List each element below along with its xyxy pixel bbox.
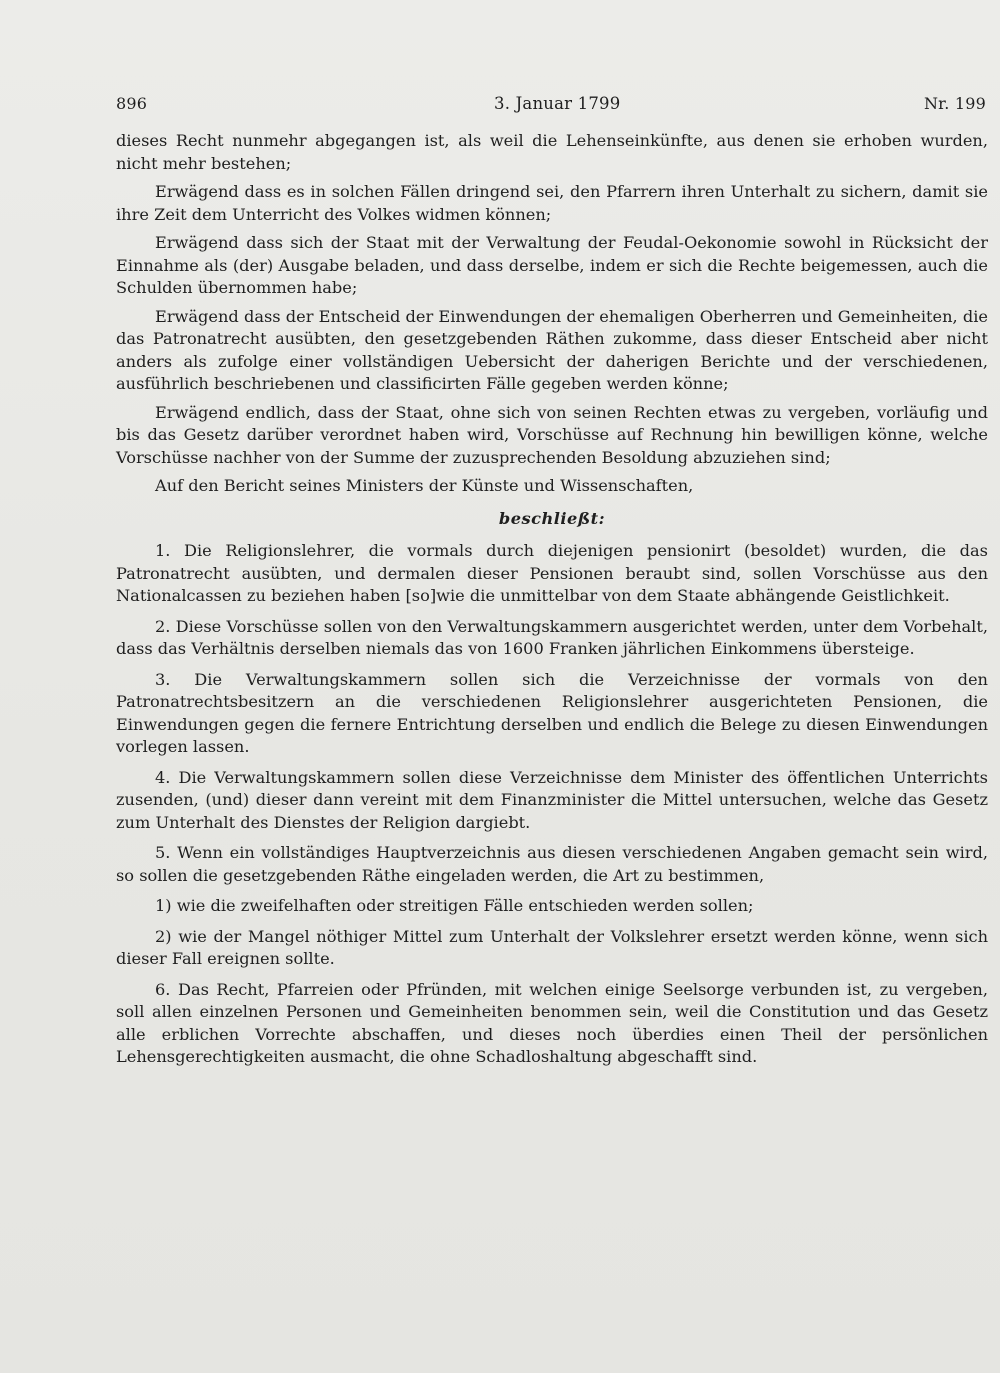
paragraph-considering-3: Erwägend dass der Entscheid der Einwendungen der ehemaligen Oberherren und Gemeinheiten, die das Patronatrecht ausübten, den gesetzgebenden Räthen zukomme, dass dieser Entscheid aber nicht anders als zufolge einer vollständigen Uebersicht der daherigen Berichte und der verschiedenen, ausführlich beschriebenen und classificirten Fälle gegeben werden könne; <box>116 306 988 393</box>
paragraph-considering-4: Erwägend endlich, dass der Staat, ohne sich von seinen Rechten etwas zu vergeben, vorläufig und bis das Gesetz darüber verordnet haben wird, Vorschüsse auf Rechnung hin bewilligen könne, welche Vorschüsse nachher von der Summe der zuzusprechenden Besoldung abzuziehen sind; <box>116 402 988 467</box>
document-body <box>116 130 988 1077</box>
page-date: 3. Januar 1799 <box>494 94 621 113</box>
article-5-item-2: 2) wie der Mangel nöthiger Mittel zum Unterhalt der Volkslehrer ersetzt werden könne, wenn sich dieser Fall ereignen sollte. <box>116 926 988 968</box>
resolution-heading: beschließt: <box>498 508 606 528</box>
paragraph-considering-1: Erwägend dass es in solchen Fällen dringend sei, den Pfarrern ihren Unterhalt zu sichern, damit sie ihre Zeit dem Unterricht des Volkes widmen können; <box>116 182 988 224</box>
article-5-item-1: 1) wie die zweifelhaften oder streitigen Fälle entschieden werden sollen; <box>155 896 754 915</box>
article-6: 6. Das Recht, Pfarreien oder Pfründen, mit welchen einige Seelsorge verbunden ist, zu vergeben, soll allen einzelnen Personen und Gemeinheiten benommen sein, weil die Constitution und das Gesetz alle erblichen Vorrechte abschaffen, und dieses noch überdies einen Theil der persönlichen Lehensgerechtigkeiten ausmacht, die ohne Schadloshaltung abgeschafft sind. <box>116 979 988 1066</box>
article-4: 4. Die Verwaltungskammern sollen diese Verzeichnisse dem Minister des öffentlichen Unterrichts zusenden, (und) dieser dann vereint mit dem Finanzminister die Mittel untersuchen, welche das Gesetz zum Unterhalt des Dienstes der Religion dargiebt. <box>116 767 988 832</box>
article-2: 2. Diese Vorschüsse sollen von den Verwaltungskammern ausgerichtet werden, unter dem Vorbehalt, dass das Verhältnis derselben niemals das von 1600 Franken jährlichen Einkommens übersteige. <box>116 616 988 658</box>
article-3: 3. Die Verwaltungskammern sollen sich die Verzeichnisse der vormals von den Patronatrechtsbesitzern an die verschiedenen Religionslehrer ausgerichteten Pensionen, die Einwendungen gegen die fernere Entrichtung derselben und endlich die Belege zu diesen Einwendungen vorlegen lassen. <box>116 669 988 756</box>
article-5: 5. Wenn ein vollständiges Hauptverzeichnis aus diesen verschiedenen Angaben gemacht sein wird, so sollen die gesetzgebenden Räthe eingeladen werden, die Art zu bestimmen, <box>116 843 988 885</box>
paragraph-report: Auf den Bericht seines Ministers der Künste und Wissenschaften, <box>155 476 694 495</box>
article-1: 1. Die Religionslehrer, die vormals durch diejenigen pensionirt (besoldet) wurden, die das Patronatrecht ausübten, und dermalen dieser Pensionen beraubt sind, sollen Vorschüsse aus den Nationalcassen zu beziehen haben [so]wie die unmittelbar von dem Staate abhängende Geistlichkeit. <box>116 541 988 605</box>
page-number: 896 <box>116 94 148 113</box>
paragraph-continuation: dieses Recht nunmehr abgegangen ist, als weil die Lehenseinkünfte, aus denen sie erhoben wurden, nicht mehr bestehen; <box>116 131 988 173</box>
document-number: Nr. 199 <box>923 94 986 113</box>
page-header <box>116 94 986 116</box>
paragraph-considering-2: Erwägend dass sich der Staat mit der Verwaltung der Feudal-Oekonomie sowohl in Rücksicht der Einnahme als (der) Ausgabe beladen, und dass derselbe, indem er sich die Rechte beigemessen, auch die Schulden übernommen habe; <box>116 233 988 297</box>
